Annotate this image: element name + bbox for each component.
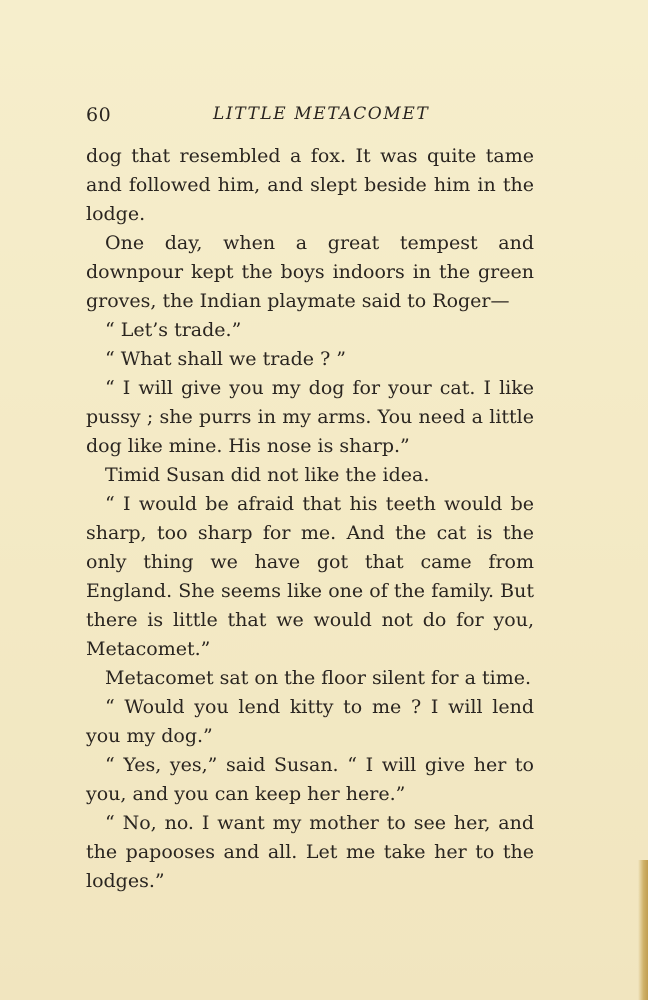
paragraph: Metacomet sat on the floor silent for a time. (105, 667, 532, 689)
body-text (86, 142, 534, 896)
paragraph-dialogue: “ Would you lend kitty to me ? I will lend you my dog.” (86, 696, 534, 747)
paragraph-dialogue: “ What shall we trade ? ” (105, 348, 347, 370)
running-title: LITTLE METACOMET (213, 104, 430, 124)
paragraph-dialogue: “ Let’s trade.” (105, 319, 242, 341)
paragraph-dialogue: “ No, no. I want my mother to see her, and the papooses and all. Let me take her to the lodges.” (86, 812, 534, 892)
page-header (86, 104, 536, 134)
paragraph-dialogue: “ Yes, yes,” said Susan. “ I will give her to you, and you can keep her here.” (86, 754, 534, 805)
paragraph: One day, when a great tempest and downpour kept the boys indoors in the green groves, the Indian playmate said to Roger— (86, 232, 534, 312)
paragraph-dialogue: “ I will give you my dog for your cat. I like pussy ; she purrs in my arms. You need a little dog like mine. His nose is sharp.” (86, 377, 534, 457)
paragraph-continuation: dog that resembled a fox. It was quite tame and followed him, and slept beside him in the lodge. (86, 145, 534, 225)
paragraph: Timid Susan did not like the idea. (105, 464, 430, 486)
page-edge-stain (638, 860, 648, 1000)
page-number: 60 (86, 104, 112, 126)
paragraph-dialogue: “ I would be afraid that his teeth would be sharp, too sharp for me. And the cat is the only thing we have got that came from England. She seems like one of the family. But there is little that we would not do for you, Metacomet.” (86, 493, 534, 660)
